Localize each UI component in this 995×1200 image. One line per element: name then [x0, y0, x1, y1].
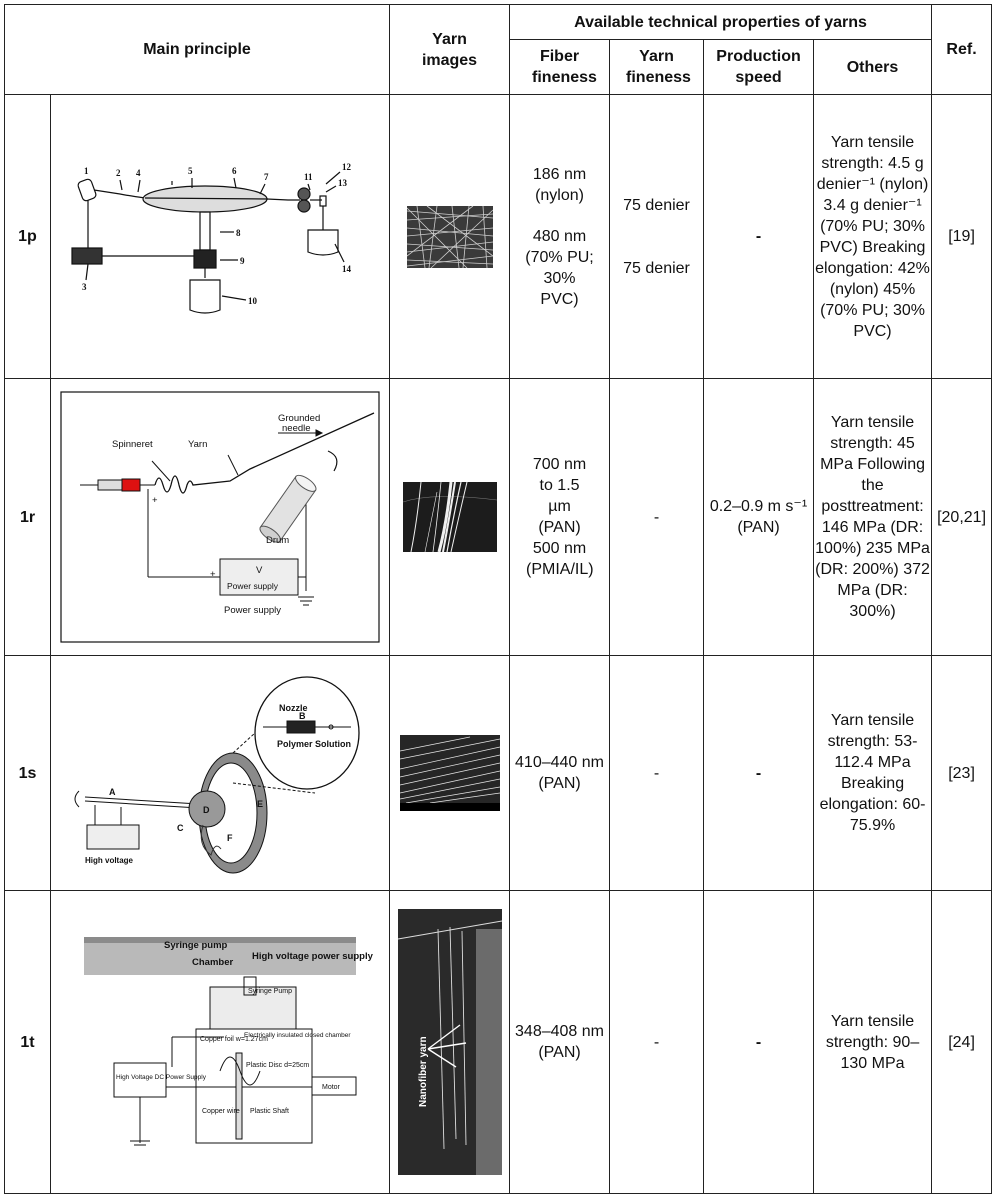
- header-row-1: [5, 5, 992, 40]
- label-drum: Drum: [266, 535, 290, 546]
- label-syringe-pump: Syringe pump: [164, 940, 228, 951]
- header-main-principle: Main principle: [5, 5, 390, 95]
- yarn-image-1p-cell: [390, 95, 510, 379]
- others-1t: Yarn tensile strength: 90–130 MPa: [814, 891, 932, 1194]
- label-grounded: Grounded: [278, 413, 321, 424]
- label-hv-power-supply: High voltage power supply: [252, 951, 373, 962]
- ref-1s: [23]: [932, 656, 992, 891]
- header-fiber-fineness-text: Fiber fineness: [532, 48, 597, 86]
- diagram-1p: [60, 152, 380, 322]
- yarn-image-1t-cell: [390, 891, 510, 1194]
- yarn-fineness-1p-b: 75 denier: [623, 259, 690, 277]
- header-others: Others: [814, 40, 932, 95]
- yarn-fineness-1t: -: [610, 891, 704, 1194]
- production-speed-1r: 0.2–0.9 m s⁻¹ (PAN): [704, 379, 814, 656]
- label-e: E: [257, 799, 264, 809]
- label-b: B: [299, 711, 306, 721]
- diagram-1p-label: 2: [116, 167, 121, 178]
- yarn-fineness-1r: -: [610, 379, 704, 656]
- label-spinneret: Spinneret: [112, 439, 153, 450]
- row-label: 1t: [5, 891, 51, 1194]
- production-speed-1t: -: [704, 891, 814, 1194]
- header-production-speed: Production speed: [704, 40, 814, 95]
- fiber-fineness-1s: 410–440 nm (PAN): [510, 656, 610, 891]
- label-plus-1: +: [152, 495, 158, 506]
- label-chamber: Chamber: [192, 957, 234, 968]
- row-label: 1s: [5, 656, 51, 891]
- diagram-1p-label: 10: [248, 295, 257, 306]
- diagram-1p-label: 13: [338, 177, 347, 188]
- label-nozzle: Nozzle: [279, 703, 308, 713]
- yarn-image-1r-cell: [390, 379, 510, 656]
- others-1s: Yarn tensile strength: 53-112.4 MPa Breaking elongation: 60-75.9%: [814, 656, 932, 891]
- header-yarn-images-text: Yarn images: [421, 30, 478, 69]
- label-needle: needle: [282, 423, 311, 434]
- diagram-1p-label: 3: [82, 281, 87, 292]
- fiber-fineness-1p-b: 480 nm (70% PU; 30% PVC): [525, 227, 594, 308]
- header-fiber-fineness: [510, 40, 610, 95]
- diagram-1r: [60, 391, 380, 643]
- diagram-1p-label: 8: [236, 227, 241, 238]
- diagram-1p-label: 12: [342, 161, 351, 172]
- label-yarn: Yarn: [188, 439, 208, 450]
- label-high-voltage: High voltage: [85, 856, 134, 865]
- label-nanofiber-yarn: Nanofiber yarn: [417, 1036, 429, 1107]
- diagram-1s-cell: [51, 656, 390, 891]
- diagram-1p-label: 7: [264, 171, 269, 182]
- ref-1t: [24]: [932, 891, 992, 1194]
- diagram-1r-cell: [51, 379, 390, 656]
- diagram-1p-label: 4: [136, 167, 141, 178]
- diagram-1p-label: 6: [232, 165, 237, 176]
- diagram-1p-label: 14: [342, 263, 351, 274]
- header-yarn-fineness-text: Yarn fineness: [626, 48, 691, 86]
- label-copper-foil: Copper foil w=1.27cm: [200, 1036, 268, 1043]
- diagram-1p-label: 9: [240, 255, 245, 266]
- fiber-fineness-1p: [510, 95, 610, 379]
- others-1p: Yarn tensile strength: 4.5 g denier⁻¹ (nylon) 3.4 g denier⁻¹ (70% PU; 30% PVC) Breaking elongation: 42% (nylon) 45% (70% PU; 30% PVC): [814, 95, 932, 379]
- ref-1p: [19]: [932, 95, 992, 379]
- table-row-1r: [5, 379, 992, 656]
- diagram-1p-label: 11: [304, 171, 313, 182]
- label-a: A: [109, 787, 116, 797]
- row-label: 1r: [5, 379, 51, 656]
- properties-table: [4, 4, 992, 1194]
- yarn-image-1s: [400, 735, 500, 811]
- fiber-fineness-1t: 348–408 nm (PAN): [510, 891, 610, 1194]
- label-motor: Motor: [322, 1084, 340, 1091]
- production-speed-1p: -: [704, 95, 814, 379]
- label-syringe-pump-box: Syringe Pump: [248, 988, 292, 995]
- diagram-1s: [65, 673, 375, 873]
- label-c: C: [177, 823, 184, 833]
- label-plastic-shaft: Plastic Shaft: [250, 1108, 289, 1115]
- others-1r: Yarn tensile strength: 45 MPa Following the posttreatment: 146 MPa (DR: 100%) 235 MPa (DR: 200%) 372 MPa (DR: 300%): [814, 379, 932, 656]
- fiber-fineness-1r: 700 nm to 1.5 µm (PAN) 500 nm (PMIA/IL): [510, 379, 610, 656]
- yarn-fineness-1s: -: [610, 656, 704, 891]
- fiber-fineness-1p-a: 186 nm (nylon): [532, 165, 587, 204]
- header-ref: Ref.: [932, 5, 992, 95]
- diagram-1p-label: 1: [84, 165, 89, 176]
- yarn-fineness-1p-a: 75 denier: [623, 196, 690, 214]
- label-d: D: [203, 805, 210, 815]
- diagram-1p-cell: [51, 95, 390, 379]
- yarn-image-1p: [407, 206, 493, 268]
- header-yarn-images: [390, 5, 510, 95]
- yarn-fineness-1p: [610, 95, 704, 379]
- row-label: 1p: [5, 95, 51, 379]
- yarn-image-1t: [398, 909, 502, 1175]
- label-copper-wire: Copper wire: [202, 1108, 240, 1115]
- ref-1r: [20,21]: [932, 379, 992, 656]
- yarn-image-1s-cell: [390, 656, 510, 891]
- diagram-1t: [84, 937, 373, 1147]
- label-closed-chamber: Electrically insulated closed chamber: [244, 1032, 351, 1039]
- production-speed-1s: -: [704, 656, 814, 891]
- label-hv-dc: High Voltage DC Power Supply: [116, 1074, 206, 1081]
- header-available-properties: Available technical properties of yarns: [510, 5, 932, 40]
- table-row-1t: [5, 891, 992, 1194]
- label-f: F: [227, 833, 233, 843]
- label-v: V: [256, 565, 263, 576]
- label-polymer-solution: Polymer Solution: [277, 739, 352, 749]
- table-row-1s: [5, 656, 992, 891]
- label-power-supply-inner: Power supply: [227, 581, 279, 591]
- label-plastic-disc: Plastic Disc d=25cm: [246, 1062, 310, 1069]
- diagram-1p-label: 5: [188, 165, 193, 176]
- label-plus-2: +: [210, 569, 216, 580]
- header-yarn-fineness: [610, 40, 704, 95]
- table-row-1p: [5, 95, 992, 379]
- label-power-supply-outer: Power supply: [224, 605, 282, 616]
- yarn-image-1r: [403, 482, 497, 552]
- diagram-1t-cell: [51, 891, 390, 1194]
